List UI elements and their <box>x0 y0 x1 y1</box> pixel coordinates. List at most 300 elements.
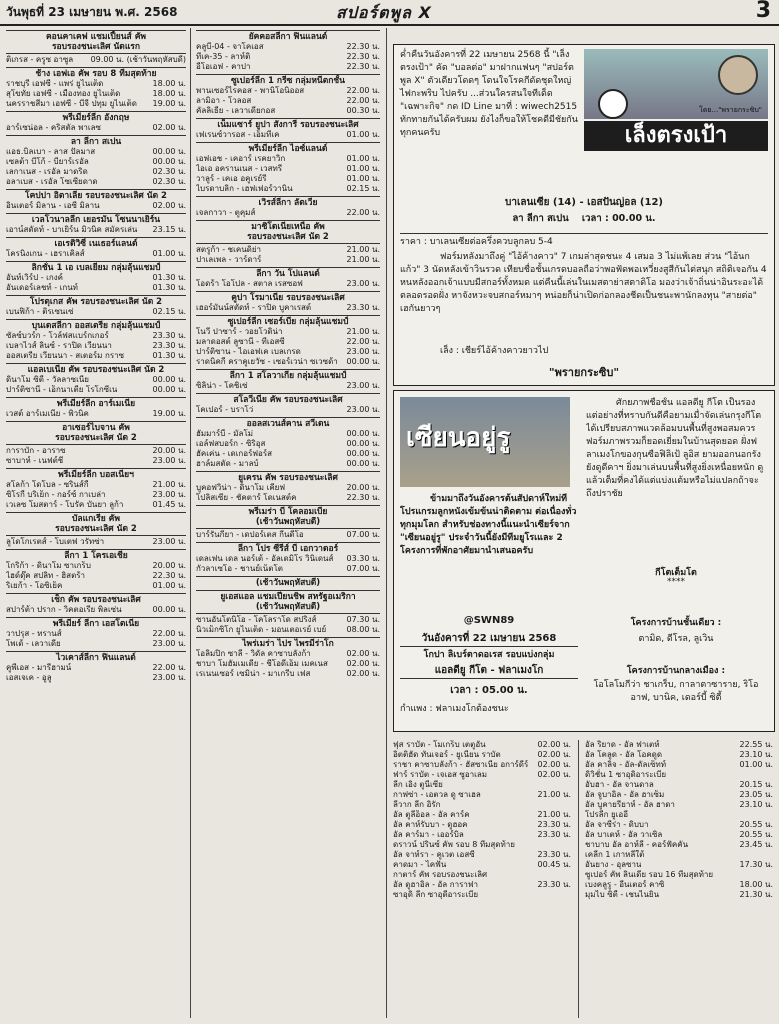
fixture-teams: เบงคลูรู - อีนเตอร์ คาซิ <box>585 880 665 889</box>
fixture-row <box>196 130 380 140</box>
league-time <box>400 211 768 226</box>
fixture-teams: ราดนิคกี้ คราคูเยวัซ - เซอร์เวน่า ซเวซด้า <box>196 357 338 366</box>
pick-text: กำแพง : ฟลาเมงโกต้องชนะ <box>400 704 509 714</box>
fixture-teams: คาดมา - ไคฟัน <box>393 860 447 869</box>
league-heading: เอเรดิวิซี่ เนเธอร์แลนด์ <box>6 237 186 249</box>
league-heading: เน็มแซาร์ ยูปา สังการี รอบรองชนะเลิศ <box>196 118 380 130</box>
kickoff-time: 20.00 น. <box>152 561 186 570</box>
kickoff-time: 23.00 น. <box>152 490 186 499</box>
pick-text: เล็ง : เชียร์ไอ้ค้างคาวยาวไป <box>440 346 549 356</box>
kickoff-time: 22.00 น. <box>346 208 380 217</box>
fixture-teams: ซัลซ์บวร์ก - โวล์ฟสแบร์กเกอร์ <box>6 331 109 340</box>
fixture-teams: เซลต้า บีโก้ - บียาร์เรอัล <box>6 157 89 166</box>
fixture-teams: สตรูก้า - ชเคนดิย่า <box>196 245 262 254</box>
fixture-row <box>393 820 571 830</box>
kickoff-time: 23.00 น. <box>346 347 380 356</box>
kickoff-time: 01.00 น. <box>346 164 380 173</box>
fixture-row <box>6 157 186 167</box>
kickoff-time: 20.55 น. <box>739 820 773 829</box>
kickoff-time: 02.00 น. <box>537 740 571 749</box>
league-heading: ลีกา วัน โปแลนด์ <box>196 267 380 279</box>
fixture-row <box>6 500 186 510</box>
fixture-row <box>6 409 186 419</box>
league-name: ลา ลีกา สเปน <box>512 213 569 224</box>
fixture-row <box>585 830 773 840</box>
fixture-row <box>196 429 380 439</box>
league-heading: ไพร่เมร่า ไปร ไพรมีร่าโก <box>196 637 380 649</box>
author-avatar <box>718 55 758 95</box>
fixture-row <box>6 249 186 259</box>
round-subheading: รอบรองชนะเลิศ นัด 2 <box>6 433 186 445</box>
league-heading: ลีกา 1 สโลวาเกีย กลุ่มลุ้นแชมป์ <box>196 369 380 381</box>
kickoff-time: 22.55 น. <box>739 740 773 749</box>
fixture-teams: อันท์เวิร์ป - เกงค์ <box>6 273 63 282</box>
kickoff-time: 22.00 น. <box>346 337 380 346</box>
fixture-teams: กัวลาเซโอ - ชานย์เน็ตโต <box>196 564 283 573</box>
kickoff-time: 23.30 น. <box>346 303 380 312</box>
kickoff-time: 00.00 น. <box>346 449 380 458</box>
kickoff-time: 02.15 น. <box>346 184 380 193</box>
fixture-teams: บาร์รันกียา - เดปอร์เตส กีนดีโอ <box>196 530 304 539</box>
kickoff-time: 03.30 น. <box>346 554 380 563</box>
kickoff-time: 20.15 น. <box>739 780 773 789</box>
fixture-teams: ราชา คาซาบลังก้า - ฮัสซาเนีย อการ์ดีร์ <box>393 760 529 769</box>
fixture-row <box>196 42 380 52</box>
fixture-teams: ติเกรส - ครูซ อาซูล <box>6 55 74 64</box>
fixture-row <box>196 493 380 503</box>
kickoff-time: 20.55 น. <box>739 830 773 839</box>
fixture-row <box>196 459 380 469</box>
kickoff-time: 23.00 น. <box>346 279 380 288</box>
fixture-teams: ฮัคเค่น - เดเกอร์ฟอร์ส <box>196 449 273 458</box>
round-subheading: (เช้าวันพฤหัสบดี) <box>196 602 380 614</box>
round-subheading: รอบรองชนะเลิศ นัด 2 <box>196 232 380 244</box>
fixture-row <box>6 307 186 317</box>
fixture-row <box>393 830 571 840</box>
kickoff-time: 23.30 น. <box>537 830 571 839</box>
fixture-teams: คูพีเอส - มารีฮามน์ <box>6 663 72 672</box>
fixture-row <box>6 99 186 109</box>
kickoff-time: 23.30 น. <box>537 820 571 829</box>
fixture-row <box>196 245 380 255</box>
fixture-row <box>6 639 186 649</box>
football-icon <box>598 89 628 119</box>
fixture-teams: อินเตอร์ มิลาน - เอซี มิลาน <box>6 201 100 210</box>
fixture-row <box>196 337 380 347</box>
column-banner: เซียนอยู่รู <box>406 423 511 453</box>
fixture-row <box>196 483 380 493</box>
fixture-teams: กาฟซ่า - เอตวล ดู ซาเฮล <box>393 790 481 799</box>
fixture-teams: มลาดอสต์ ลูซานี่ - ทีเอสซี <box>196 337 285 346</box>
project-2-heading: โครงการบ้านกลางเมือง : <box>626 666 726 676</box>
round-subheading: รอบรองชนะเลิศ นัด 2 <box>6 524 186 536</box>
fixture-teams: อัล คาร์มา - เออร์บิล <box>393 830 464 839</box>
fixture-row <box>196 554 380 564</box>
column-leng-trong-pao <box>393 44 775 386</box>
column-divider <box>578 740 579 1018</box>
kickoff-time: 09.00 น. (เช้าวันพฤหัสบดี) <box>90 55 186 64</box>
kickoff-time: 22.00 น. <box>346 86 380 95</box>
kickoff-time: 02.00 น. <box>537 760 571 769</box>
kickoff-time: 07.00 น. <box>346 530 380 539</box>
fixture-teams: โกริก้า - ดินาโม ซาเกร็บ <box>6 561 91 570</box>
fixture-row <box>6 273 186 283</box>
fixture-teams: ปาร์ติซาน - ไอเอฟเค เบลเกรด <box>196 347 301 356</box>
fixture-teams: ไอเอ อครานเนส - เวสทรี <box>196 164 283 173</box>
fixture-row <box>6 283 186 293</box>
fixture-row <box>196 62 380 72</box>
kickoff-time: 01.00 น. <box>739 760 773 769</box>
kickoff-time: 00.00 น. <box>152 385 186 394</box>
fixture-teams: ที่เค-35 - ลาห์ติ <box>196 52 251 61</box>
fixture-teams: อัล โคลูด - อัล โอคดูด <box>585 750 663 759</box>
kickoff-time: 21.00 น. <box>346 245 380 254</box>
league-heading: โคปปา อิตาเลีย รอบรองชนะเลิศ นัด 2 <box>6 189 186 201</box>
league-heading: ไวเคาส์ลีกา ฟินแลนด์ <box>6 651 186 663</box>
fixture-teams: เวสต์ อาร์เมเนีย - พิวนิค <box>6 409 89 418</box>
kickoff-time: 00.00 น. <box>152 605 186 614</box>
league-heading: พรีเมร่า บี โคลอมเบีย <box>196 505 380 517</box>
kickoff-time: 23.00 น. <box>152 456 186 465</box>
rating-stars: **** <box>667 577 685 587</box>
fixture-teams: เอฟเอช - เคอาร์ เรคยาวิก <box>196 154 286 163</box>
kickoff-time: 23.00 น. <box>346 405 380 414</box>
fixture-teams: ไบรดาบลิก - เฮฟเฟอร์วานิน <box>196 184 293 193</box>
fixture-row <box>196 106 380 116</box>
fixture-row <box>196 357 380 367</box>
fixture-teams: ริเยก้า - โอซิเย็ค <box>6 581 63 590</box>
column-banner: เล็งตรงเป้า <box>584 121 768 151</box>
fixture-row <box>585 860 773 870</box>
fixture-teams: อัล จาซีร่า - ดิบบา <box>585 820 649 829</box>
kickoff-time: 01.00 น. <box>346 154 380 163</box>
fixture-teams: โปลิสเซีย - ชัคตาร์ โดเนสต์ค <box>196 493 297 502</box>
fixture-teams: ไฮด์ดุ๊ค สปลิท - ฮิสตร้า <box>6 571 86 580</box>
fixture-row <box>393 760 571 770</box>
kickoff-time: 01.30 น. <box>152 283 186 292</box>
fixture-teams: เรเนนเซอร์ เซมิน่า - มาเกรีบ เฟส <box>196 669 311 678</box>
fixture-teams: บูคอฟวิน่า - ดินาโม เคียฟ <box>196 483 286 492</box>
fixture-teams: ปาร์ติซานี่ - เอ็กนาเตีย โรโกซีเน <box>6 385 118 394</box>
kickoff-time: 01.30 น. <box>152 351 186 360</box>
league-heading: พรีเมียร์ลีก ไอซ์แลนด์ <box>196 142 380 154</box>
kickoff-time: 02.00 น. <box>152 123 186 132</box>
fixture-teams: พานเซอร์ไรคอส - พานิโอนิออส <box>196 86 305 95</box>
fixture-teams: อัล ริยาด - อัล ฟาเตห์ <box>585 740 660 749</box>
kickoff-time: 00.30 น. <box>346 106 380 115</box>
fixture-row <box>585 840 773 850</box>
kickoff-time: 20.00 น. <box>152 446 186 455</box>
project-2-list: โอโลโมกีว่า ชาเกร็บ, กาลาตาซาราย, ริโอ อาฟ, บานิค, เดอร์บี้ ซิตี้ <box>593 680 759 703</box>
fixture-teams: อัล บาเตห์ - อัล วาเซิล <box>585 830 663 839</box>
kickoff-time: 02.00 น. <box>152 201 186 210</box>
league-heading: ลีก เอิง ตูนีเซีย <box>393 780 443 789</box>
fixture-teams: ชาบาบ อัล อาห์ลี - คอร์ฟัคคัน <box>585 840 689 849</box>
fixture-row <box>196 449 380 459</box>
kickoff-time: 22.00 น. <box>346 96 380 105</box>
fixture-teams: โคเปอร์ - บราโว่ <box>196 405 254 414</box>
fixture-row <box>196 615 380 625</box>
column-divider <box>190 28 191 1018</box>
fixture-row <box>393 860 571 870</box>
kickoff-time: 23.00 น. <box>152 537 186 546</box>
fixture-row <box>6 490 186 500</box>
fixture-teams: อิตติฮัด ทันเจอร์ - ยูเนียน ราบัต <box>393 750 501 759</box>
analysis-text: ศักยภาพชื่อชั้น แอลดียู กีโต เป็นรอง แต่อย่างที่ทราบกันดีคือยามเมื่าจัดเล่นกรุงกีโต ได้เปรียบสภาพแวดล้อมบนพื้นที่สูงพอสมควร ฟอร์มภาพรวมก็ยอดเยี่ยมในบ้านสุดยอด ฝั่งฟลาเมงโกของกุนซือฟิลิเป้ ลูอิส ยามออกนอกรังยังดูดีคาฯ ยิ่งมาเล่นบนพื้นที่สูงยิ่งเหนื่อยหนัก ดูแล้วเต็มที่คงได้แต่แบ่งแต้มหรือไม่แปลกถ้าจะถึงปราชัย <box>586 398 764 499</box>
kickoff-time: 07.00 น. <box>346 564 380 573</box>
fixture-row <box>6 177 186 187</box>
intro-text: ค่ำคืนวันอังคารที่ 22 เมษายน 2568 นี้ "เล็งตรงเป้า" คัด "บอลต่อ" มาฝากแฟนๆ "สปอร์ตพูล X" ตัวเดียวโดดๆ โดนใจโรคกีดัดชุดใหญ่ไฟกะพริบ ไปครับ ...ส่วนใครสนใจทีเด็ด "เฉพาะกิจ" กด ID Line มาที่ : wiwech2515 ทักทายกันได้ครับผม ยังไงก็ขอให้โชคดีมีชัยกันทุกคนครับ <box>400 50 578 138</box>
fixture-row <box>196 154 380 164</box>
fixtures-column-1 <box>6 28 186 683</box>
kickoff-time: 21.00 น. <box>537 810 571 819</box>
fixture-teams: ลามิอา - โวลอส <box>196 96 252 105</box>
kickoff-time: 02.30 น. <box>152 167 186 176</box>
league-heading: เวลโวนาลลีก เยอรมัน โซนนาเยิร์น <box>6 213 186 225</box>
fixture-teams: อีโอเอฟ - คาปา <box>196 62 251 71</box>
publication-logo: สปอร์ตพูล X <box>336 3 432 22</box>
column-banner-image <box>400 397 570 487</box>
fixture-teams: ฟุส ราบัต - โมเกร็บ เตตูอัน <box>393 740 486 749</box>
kickoff-time: 22.30 น. <box>346 52 380 61</box>
fixture-row <box>585 880 773 890</box>
match-title: แอลดียู กีโต - ฟลาเมงโก <box>400 663 578 679</box>
league-heading: เคลีก 1 เกาหลีใต้ <box>585 850 645 859</box>
column-divider <box>386 28 387 1018</box>
intro-text: ข้ามมาถึงวันอังคารต้นสัปดาห์ใหม่ที่โปรแกรมลูกหนังเข้มข้นน่าติดตาม ต่อเนื่องทั่วทุกมุมโลก สำหรับช่องทางนี้แนะนำเซียร์จาก "เซียนอยู่รู" ประจำวันนี้ยังมีทีมยูโรเและ 2 โครงการที่พักอาศัยมานำเสนอครับ <box>400 494 577 556</box>
kickoff-time: 21.00 น. <box>346 327 380 336</box>
round-subheading: (เช้าวันพฤหัสบดี) <box>196 517 380 529</box>
kickoff-time: 00.00 น. <box>152 147 186 156</box>
kickoff-time: 02.00 น. <box>346 669 380 678</box>
kickoff-time: 00.00 น. <box>346 459 380 468</box>
fixture-row <box>585 750 773 760</box>
fixture-row <box>6 201 186 211</box>
fixture-teams: ฮาล์มสตัด - มาลบ์ <box>196 459 259 468</box>
kickoff-time: 23.30 น. <box>152 331 186 340</box>
fixture-row <box>6 446 186 456</box>
fixture-teams: ดินาโม ซิตี้ - วัลลาซเนีย <box>6 375 89 384</box>
fixture-teams: อัล บูคายรียาห์ - อัล ฮาดา <box>585 800 675 809</box>
fixture-row <box>196 327 380 337</box>
fixtures-column-3 <box>393 740 571 900</box>
fixture-teams: โอดร้า โอโปล - สตาล เรสซอฟ <box>196 279 303 288</box>
kickoff-time: 23.30 น. <box>152 341 186 350</box>
fixture-row <box>196 405 380 415</box>
fixture-teams: อัล คาห์รับบา - ดูฮอค <box>393 820 468 829</box>
league-heading: ช้าง เอฟเอ คัพ รอบ 8 ทีมสุดท้าย <box>6 67 186 79</box>
fixture-teams: เจลกาวา - ตูคุมส์ <box>196 208 256 217</box>
kickoff-time: 21.00 น. <box>537 790 571 799</box>
fixture-row <box>393 770 571 780</box>
fixture-row <box>196 255 380 265</box>
fixture-row <box>585 820 773 830</box>
league-heading: ลิกชั่น 1 เอ เบลเยียม กลุ่มลุ้นแชมป์ <box>6 261 186 273</box>
kickoff-time: 22.30 น. <box>152 571 186 580</box>
fixture-row <box>585 740 773 750</box>
league-heading: ลา ลีกา สเปน <box>6 135 186 147</box>
league-heading: คูปา โรมาเนีย รอบรองชนะเลิศ <box>196 291 380 303</box>
fixture-teams: ราชบุรี เอฟซี - แพร่ ยูไนเต็ด <box>6 79 104 88</box>
league-heading: ดราวน์ ปรินซ์ คัพ รอบ 8 ทีมสุดท้าย <box>393 840 515 849</box>
fixture-teams: อัล ดูฮาอิล - อัล การาฟา <box>393 880 479 889</box>
fixture-row <box>6 341 186 351</box>
league-heading: พรีเมียร์ ลีกา เอสโตเนีย <box>6 617 186 629</box>
fixture-row <box>6 571 186 581</box>
fixture-teams: เดลเฟน เดล นอร์เต้ - อัลเดมิโร วินิเดนส์ <box>196 554 334 563</box>
fixture-teams: เอล์ฟสบอร์ก - ซิริอุส <box>196 439 266 448</box>
fixture-row <box>196 184 380 194</box>
kickoff-time: 20.00 น. <box>346 483 380 492</box>
kickoff-time: 02.00 น. <box>537 750 571 759</box>
kickoff-time: 17.30 น. <box>739 860 773 869</box>
fixture-row <box>6 537 186 547</box>
fixture-row <box>6 385 186 395</box>
kickoff-time: 22.00 น. <box>152 629 186 638</box>
fixture-teams: นครราชสีมา เอฟซี - บีจี ปทุม ยูไนเต็ด <box>6 99 137 108</box>
fixture-row <box>6 375 186 385</box>
fixture-row <box>196 279 380 289</box>
analysis-text: ฟอร์มหลังมาถึงคู่ "ไอ้ค้างคาว" 7 เกมล่าสุดชนะ 4 เสมอ 3 ไม่แพ้เลย ส่วน "ไอ้นกแก้ว" 3 นัดหลังเข้าวินรวด เทียบชื่อชั้นเกรดบอลถือว่าพอฟัดพอเหวี่ยงสูสีกันไต่สนุก สถิติเจอกัน 4 หนหลังออกเจ้าแบบมีสกอร์ทั้งหมด แต่คืนนี้เล่นในเมสตาย่าสตาดิโอ มองว่าเจ้าถิ่นน่าอินระอะได้ตลอดรอดฝั่ง หาจังหวะจบสกอร์หมาๆ หน่อยก็น่าเปิดก่อกลองชีดเป็นชนะพานักลงทุน "สายต่อ" เฮกันยาวๆ <box>400 252 767 314</box>
fixture-teams: ฟาร์ ราบัต - เจเอส ซูอาเลม <box>393 770 488 779</box>
kickoff-time: 00.00 น. <box>346 439 380 448</box>
kickoff-time: 00.45 น. <box>537 860 571 869</box>
fixture-row <box>6 351 186 361</box>
kickoff-time: 23.10 น. <box>739 800 773 809</box>
kickoff-time: 23.10 น. <box>739 750 773 759</box>
fixture-teams: อลาเบส - เรอัล โซเซียดาด <box>6 177 98 186</box>
fixture-teams: คัลลิเธีย - เลวาเดียกอส <box>196 106 276 115</box>
fixture-row <box>196 164 380 174</box>
kickoff-time: 23.00 น. <box>152 673 186 682</box>
kickoff-time: 23.00 น. <box>346 381 380 390</box>
league-heading: ลีกา โปร ซีรีส์ บี เอกวาดอร์ <box>196 542 380 554</box>
fixture-teams: แอธ.บิลเบา - ลาส ปัลมาส <box>6 147 96 156</box>
kickoff-time: 22.30 น. <box>346 493 380 502</box>
fixture-row <box>6 480 186 490</box>
fixture-teams: อันยาง - อุลซาน <box>585 860 642 869</box>
league-heading: เช็ก คัพ รอบรองชนะเลิศ <box>6 593 186 605</box>
fixture-row <box>196 439 380 449</box>
odds-line: ราคา : บาเลนเซียต่อครึ่งควบลูกลบ 5-4 <box>400 233 768 249</box>
fixture-row <box>196 96 380 106</box>
kickoff-time: 01.00 น. <box>152 249 186 258</box>
fixture-row <box>196 86 380 96</box>
league-heading: ซาอุดิ ลีก ซาอุดีอาระเบีย <box>393 890 479 899</box>
league-heading: แอลเบเนีย คัพ รอบรองชนะเลิศ นัด 2 <box>6 363 186 375</box>
fixture-row <box>196 649 380 659</box>
fixture-teams: เอสเจเค - อูลู <box>6 673 52 682</box>
fixture-row <box>6 147 186 157</box>
fixture-teams: โอลิมปิก ซาลี - วิดัล คาซาบลังก้า <box>196 649 311 658</box>
fixture-row <box>393 850 571 860</box>
fixture-row <box>6 456 186 466</box>
fixtures-column-2 <box>196 28 380 679</box>
kickoff-time: 21.00 น. <box>152 480 186 489</box>
league-heading: พรีเมียร์ลีก อาร์เมเนีย <box>6 397 186 409</box>
kickoff-time: 23.30 น. <box>537 880 571 889</box>
fixture-row <box>196 303 380 313</box>
kickoff-time: 00.00 น. <box>346 429 380 438</box>
fixture-teams: สุโขทัย เอฟซี - เมืองทอง ยูไนเต็ด <box>6 89 121 98</box>
kickoff-time: 08.00 น. <box>346 625 380 634</box>
project-1-list: ตามิด, ดีโรล, ลูเวิน <box>638 634 714 644</box>
league-heading: โปรลีก ยูเออี <box>585 810 628 819</box>
league-heading: มาซิโดเนียเหนือ คัพ <box>196 220 380 232</box>
kickoff-time: 22.30 น. <box>346 42 380 51</box>
fixture-row <box>196 669 380 679</box>
fixture-teams: เวเลซ โมสตาร์ - โบรัค บันยา ลูก้า <box>6 500 124 509</box>
fixture-row <box>6 673 186 683</box>
league-heading: (เช้าวันพฤหัสบดี) <box>196 576 380 588</box>
author-caption: โดย..."พรายกระซิบ" <box>699 106 762 114</box>
kickoff-time: 01.00 น. <box>346 130 380 139</box>
league-heading: โปรตุเกส คัพ รอบรองชนะเลิศ นัด 2 <box>6 295 186 307</box>
fixture-teams: เบนฟิก้า - ติรเซนเซ่ <box>6 307 74 316</box>
kickoff-time: 23.30 น. <box>537 850 571 859</box>
fixture-row <box>6 629 186 639</box>
fixture-row <box>585 780 773 790</box>
league-heading: กาตาร์ คัพ รอบรองชนะเลิศ <box>393 870 488 879</box>
fixture-row <box>6 79 186 89</box>
fixture-row <box>6 167 186 177</box>
page-number: 3 <box>755 0 771 23</box>
league-heading: ซูเปอร์ลีก เซอร์เบีย กลุ่มลุ้นแชมป์ <box>196 315 380 327</box>
kickoff-time: เวลา : 00.00 น. <box>581 213 656 224</box>
fixture-teams: เลกาเนส - เรอัล มาดริด <box>6 167 88 176</box>
fixture-teams: เฟเรนซ์วารอส - เอ็มทีเค <box>196 130 280 139</box>
fixture-row <box>196 659 380 669</box>
league-heading: ยูเอสแอล แชมเปียนชิพ สหรัฐอเมริกา <box>196 590 380 602</box>
goal-net-photo <box>584 49 768 119</box>
kickoff-time: 21.30 น. <box>739 890 773 899</box>
kickoff-time: 01.45 น. <box>152 500 186 509</box>
fixture-teams: อัล คาลิจ - อัล-ดัลเซ็ทท์ <box>585 760 667 769</box>
fixture-row <box>6 89 186 99</box>
fixture-row <box>393 750 571 760</box>
fixture-row <box>393 790 571 800</box>
issue-date: วันพุธที่ 23 เมษายน พ.ศ. 2568 <box>6 5 178 19</box>
kickoff-time: 07.30 น. <box>346 615 380 624</box>
league-heading: ซูเปอร์ คัพ ลินเดีย รอบ 16 ทีมสุดท้าย <box>585 870 714 879</box>
fixture-row <box>6 581 186 591</box>
social-handle: @SWN89 <box>463 615 515 626</box>
fixture-row <box>585 890 773 900</box>
fixture-teams: สปาร์ต้า ปราก - วิคตอเรีย พิลเซ่น <box>6 605 122 614</box>
fixture-row <box>585 790 773 800</box>
kickoff-time: 00.00 น. <box>152 157 186 166</box>
fixture-teams: อันเดอร์เลชท์ - เกนท์ <box>6 283 78 292</box>
fixture-teams: สโลก้า โดโบล - ซรินส์กี้ <box>6 480 89 489</box>
fixture-row <box>393 740 571 750</box>
fixture-row <box>196 564 380 574</box>
fixtures-column-4 <box>585 740 773 900</box>
league-heading: ลีวาก ลีก อิรัก <box>393 800 441 809</box>
kickoff-time: 00.00 น. <box>152 375 186 384</box>
kickoff-time: 02.00 น. <box>346 659 380 668</box>
project-1-heading: โครงการบ้านชั้นเดียว : <box>630 618 722 628</box>
fixture-teams: วาปรุส - ทรานส์ <box>6 629 62 638</box>
column-sian-yu-ru <box>393 390 775 732</box>
fixture-row <box>6 331 186 341</box>
fixture-teams: ฮัมมาร์บี้ - มัลโม่ <box>196 429 254 438</box>
league-heading: พรีเมียร์ลีก อังกฤษ <box>6 111 186 123</box>
fixture-teams: ซานอันโตนิโอ - โคโลราโด สปริงส์ <box>196 615 317 624</box>
fixture-teams: อับฮา - อัล จานดาล <box>585 780 654 789</box>
league-heading: ดิวิชั่น 1 ซาอุดิอาระเบีย <box>585 770 667 779</box>
fixture-row <box>585 800 773 810</box>
fixture-teams: ซาบาห์ - เนฟต์ชี <box>6 456 64 465</box>
